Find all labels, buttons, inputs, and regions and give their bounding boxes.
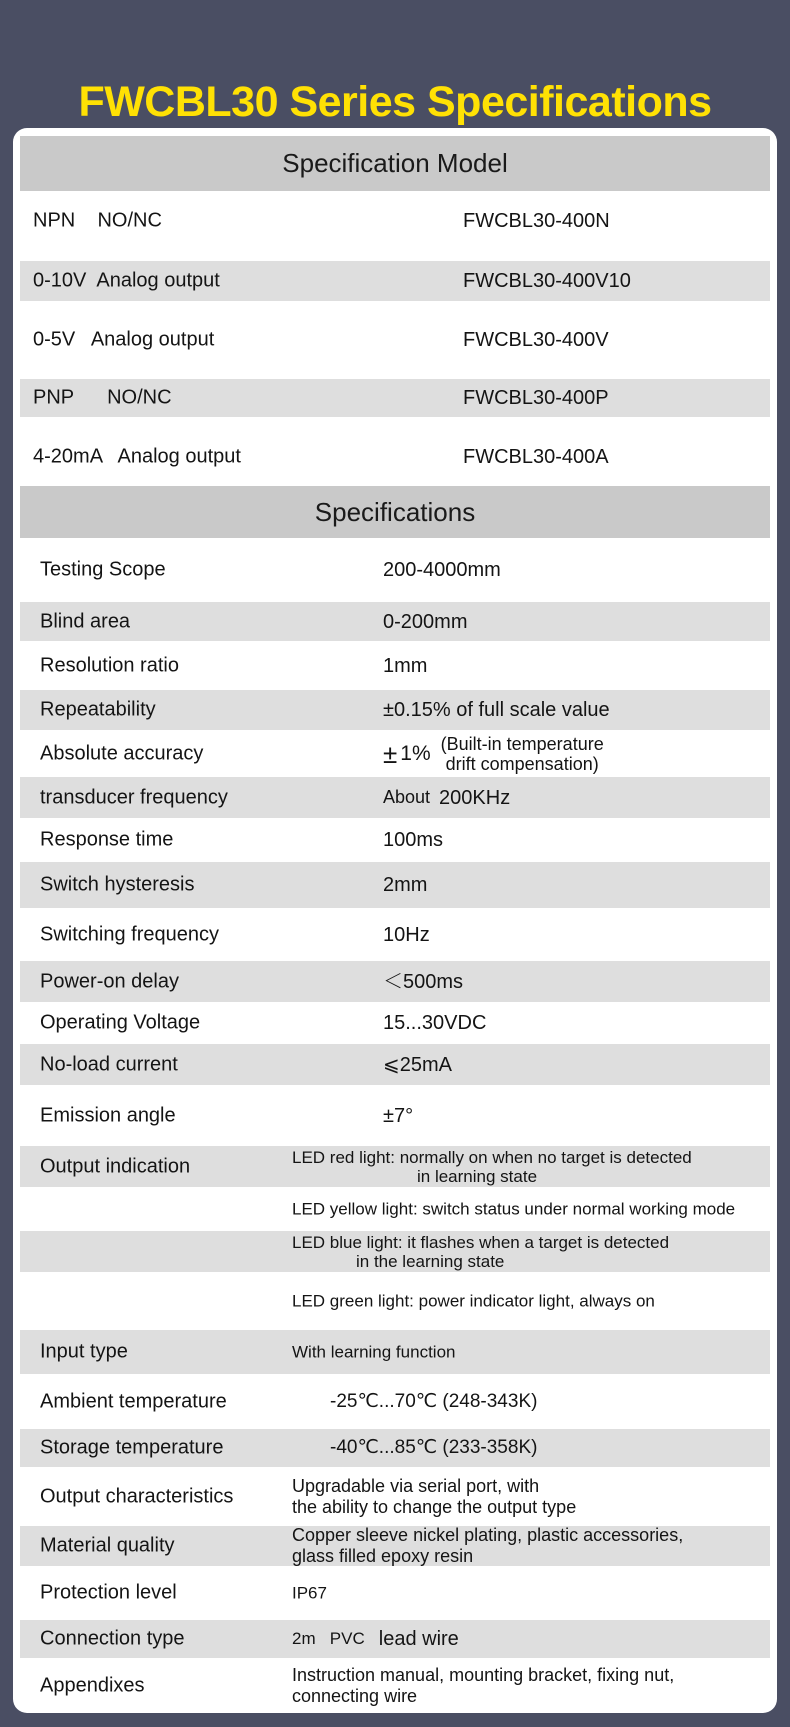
spec-value bbox=[383, 610, 467, 634]
spec-value-text: ＜500ms bbox=[383, 970, 464, 993]
spec-label: Repeatability bbox=[40, 698, 156, 721]
spec-value-text: ⩽25mA bbox=[383, 1053, 453, 1076]
spec-table bbox=[20, 538, 770, 1713]
spec-value-text: IP67 bbox=[292, 1583, 327, 1603]
spec-label: Power-on delay bbox=[40, 970, 179, 992]
spec-row bbox=[20, 1002, 770, 1044]
spec-label: Operating Voltage bbox=[40, 1011, 201, 1034]
spec-label: Response time bbox=[40, 828, 174, 851]
spec-value-text: LED yellow light: switch status under normal working mode bbox=[292, 1199, 736, 1219]
spec-value-text: ±0.15% of full scale value bbox=[383, 699, 610, 721]
spec-value bbox=[383, 786, 510, 810]
spec-label: Absolute accuracy bbox=[40, 742, 204, 764]
spec-value-text: 15...30VDC bbox=[383, 1012, 487, 1034]
spec-label: Output characteristics bbox=[40, 1485, 234, 1507]
model-row bbox=[20, 427, 770, 486]
spec-label: Blind area bbox=[40, 610, 131, 632]
model-label: 0-10V Analog output bbox=[33, 269, 220, 292]
spec-value-prefix: About bbox=[383, 787, 431, 807]
spec-value bbox=[292, 1665, 674, 1707]
spec-value-text: 2mm bbox=[383, 874, 428, 896]
model-table bbox=[20, 191, 770, 486]
spec-value bbox=[292, 1200, 735, 1219]
spec-row bbox=[20, 1085, 770, 1146]
spec-value-note: (Built-in temperature drift compensation) bbox=[440, 733, 604, 774]
page-title: FWCBL30 Series Specifications bbox=[78, 77, 712, 126]
spec-value-text: LED red light: normally on when no target is detected in learning state bbox=[292, 1147, 692, 1186]
model-value: FWCBL30-400V bbox=[463, 329, 609, 351]
spec-label: Switching frequency bbox=[40, 923, 219, 945]
spec-label: Resolution ratio bbox=[40, 654, 179, 676]
spec-row bbox=[20, 908, 770, 961]
spec-value bbox=[383, 873, 427, 897]
spec-value bbox=[292, 1148, 692, 1186]
spec-label: Input type bbox=[40, 1340, 128, 1363]
spec-value-text: Copper sleeve nickel plating, plastic accessories, glass filled epoxy resin bbox=[292, 1525, 684, 1566]
model-row bbox=[20, 251, 770, 311]
spec-row bbox=[20, 862, 770, 908]
section-header-specification-model: Specification Model bbox=[20, 136, 770, 191]
spec-value-text: 200-4000mm bbox=[383, 559, 501, 581]
model-value: FWCBL30-400V10 bbox=[463, 270, 631, 292]
spec-label: Ambient temperature bbox=[40, 1390, 227, 1412]
spec-value-text: -25℃...70℃ (248-343K) bbox=[330, 1390, 538, 1412]
spec-value bbox=[292, 1584, 327, 1603]
model-value: FWCBL30-400N bbox=[463, 210, 610, 232]
spec-row bbox=[20, 1620, 770, 1658]
spec-label: Connection type bbox=[40, 1627, 185, 1650]
spec-value bbox=[383, 734, 604, 774]
spec-label: Material quality bbox=[40, 1534, 175, 1557]
model-row bbox=[20, 311, 770, 369]
model-label: 4-20mA Analog output bbox=[33, 445, 241, 467]
spec-row bbox=[20, 961, 770, 1002]
spec-value bbox=[383, 654, 427, 678]
spec-value-text: 1mm bbox=[383, 654, 428, 677]
spec-row bbox=[20, 641, 770, 690]
model-value: FWCBL30-400P bbox=[463, 387, 609, 409]
spec-value bbox=[292, 1292, 655, 1311]
spec-row bbox=[20, 602, 770, 641]
spec-value-text: Upgradable via serial port, with the ability to change the output type bbox=[292, 1475, 577, 1517]
spec-row bbox=[20, 1231, 770, 1272]
spec-label: Protection level bbox=[40, 1581, 177, 1604]
spec-value-prefix: ± bbox=[383, 738, 398, 769]
spec-value-text: Instruction manual, mounting bracket, fixing nut, connecting wire bbox=[292, 1664, 675, 1706]
spec-value bbox=[383, 828, 443, 852]
spec-row bbox=[20, 1330, 770, 1374]
spec-value-text: 100ms bbox=[383, 829, 444, 851]
spec-label: transducer frequency bbox=[40, 786, 228, 808]
spec-value-text: lead wire bbox=[378, 1628, 459, 1650]
spec-value bbox=[292, 1627, 459, 1651]
spec-value-text: With learning function bbox=[292, 1342, 456, 1362]
spec-card bbox=[13, 128, 777, 1713]
spec-value bbox=[292, 1476, 576, 1518]
spec-value bbox=[292, 1343, 455, 1362]
spec-label: Emission angle bbox=[40, 1104, 176, 1126]
model-row bbox=[20, 191, 770, 251]
spec-row bbox=[20, 818, 770, 862]
spec-row bbox=[20, 1467, 770, 1526]
spec-row bbox=[20, 690, 770, 730]
spec-row bbox=[20, 1374, 770, 1429]
spec-value bbox=[383, 923, 430, 947]
spec-label: Appendixes bbox=[40, 1674, 145, 1696]
spec-row bbox=[20, 538, 770, 602]
spec-value-text: 0-200mm bbox=[383, 610, 468, 633]
model-label: NPN NO/NC bbox=[33, 209, 162, 232]
spec-value bbox=[330, 1391, 537, 1413]
spec-row bbox=[20, 1146, 770, 1187]
spec-value-text: 10Hz bbox=[383, 923, 430, 946]
spec-value-text: 200KHz bbox=[439, 786, 511, 809]
spec-row bbox=[20, 1658, 770, 1713]
spec-value bbox=[383, 558, 501, 582]
model-value: FWCBL30-400A bbox=[463, 445, 609, 468]
spec-label: Switch hysteresis bbox=[40, 873, 195, 896]
spec-value bbox=[292, 1233, 669, 1271]
spec-value-text: 1% bbox=[400, 741, 431, 765]
spec-value bbox=[383, 698, 610, 722]
model-label: PNP NO/NC bbox=[33, 386, 172, 409]
spec-row bbox=[20, 1429, 770, 1467]
spec-value-text: ±7° bbox=[383, 1104, 414, 1127]
spec-value-text: LED blue light: it flashes when a target is detected in the learning state bbox=[292, 1232, 670, 1271]
model-label: 0-5V Analog output bbox=[33, 328, 215, 351]
spec-row bbox=[20, 1272, 770, 1330]
spec-label: Output indication bbox=[40, 1155, 191, 1177]
spec-value-text: -40℃...85℃ (233-358K) bbox=[330, 1437, 538, 1458]
spec-value bbox=[383, 970, 463, 994]
spec-row bbox=[20, 730, 770, 777]
spec-row bbox=[20, 1044, 770, 1085]
spec-value bbox=[383, 1011, 486, 1035]
spec-label: Storage temperature bbox=[40, 1436, 224, 1459]
spec-row bbox=[20, 1187, 770, 1231]
spec-value-prefix: 2m PVC bbox=[292, 1629, 365, 1648]
spec-value-text: LED green light: power indicator light, always on bbox=[292, 1291, 655, 1311]
section-header-specifications: Specifications bbox=[20, 486, 770, 538]
spec-label: Testing Scope bbox=[40, 558, 166, 581]
spec-value bbox=[383, 1104, 413, 1128]
model-row bbox=[20, 369, 770, 427]
spec-row bbox=[20, 777, 770, 818]
spec-row bbox=[20, 1566, 770, 1620]
spec-value bbox=[330, 1437, 537, 1459]
spec-row bbox=[20, 1526, 770, 1566]
spec-value bbox=[292, 1525, 683, 1567]
spec-label: No-load current bbox=[40, 1053, 178, 1075]
spec-value bbox=[383, 1053, 452, 1077]
